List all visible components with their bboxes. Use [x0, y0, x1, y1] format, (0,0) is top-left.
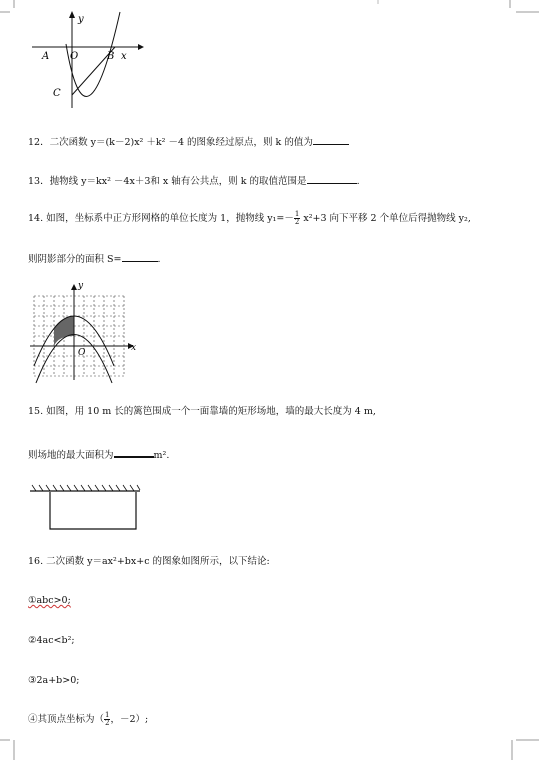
- label-b: B: [107, 51, 115, 62]
- question-13-text: 13．抛物线 y＝kx² －4x＋3和 x 轴有公共点，则 k 的取值范围是: [28, 176, 307, 187]
- conclusion-1: [28, 595, 71, 607]
- answer-blank-12[interactable]: [313, 135, 349, 145]
- question-13: 13．抛物线 y＝kx² －4x＋3和 x 轴有公共点，则 k 的取值范围是 .: [28, 176, 360, 187]
- grid-parabola-figure: [28, 280, 140, 385]
- question-15-line-1: [28, 406, 376, 418]
- label-c: C: [53, 88, 61, 99]
- conclusion-2: [28, 635, 75, 647]
- y-axis-arrow: [69, 11, 75, 18]
- grid-label-o: O: [78, 348, 86, 358]
- vertex-fraction: $\frac{1}{2}$: [105, 711, 110, 727]
- grid-lines: [34, 296, 124, 376]
- question-16-line-1: [28, 556, 270, 568]
- question-14-suffix: x²+3 向下平移 2 个单位后得抛物线 y₂,: [300, 213, 471, 224]
- question-12-text: 12．二次函数 y＝(k－2)x² ＋k² －4 的图象经过原点，则 k 的值为: [28, 137, 313, 148]
- question-15-line-2-text: 则场地的最大面积为: [28, 450, 114, 461]
- conclusion-2-text: ②4ac<b²;: [28, 635, 75, 646]
- question-14-line-1: [28, 211, 471, 226]
- label-x: x: [121, 51, 127, 62]
- grid-label-y: y: [78, 281, 84, 291]
- fraction-one-half: $\frac{1}{2}$: [294, 210, 300, 226]
- x-axis-arrow: [138, 44, 144, 50]
- conclusion-3: [28, 675, 79, 687]
- answer-blank-13[interactable]: [307, 174, 357, 184]
- grid-label-x: x: [131, 343, 137, 353]
- area-unit: m².: [153, 450, 170, 461]
- fence-rectangle: [50, 492, 136, 529]
- conclusion-4-prefix: ④其顶点坐标为（: [28, 714, 105, 725]
- wall-hatch: [30, 485, 140, 491]
- question-12: [28, 135, 349, 149]
- parabola-figure-top: [28, 8, 148, 113]
- grid-y-axis-arrow: [71, 284, 77, 290]
- question-14-prefix: 14. 如图，坐标系中正方形网格的单位长度为 1，抛物线 y₁=－: [28, 213, 294, 224]
- question-15-line-2: [28, 447, 169, 462]
- answer-blank-15[interactable]: [114, 447, 154, 458]
- label-y: y: [78, 14, 84, 25]
- question-16-line-1-text: 16. 二次函数 y＝ax²+bx+c 的图象如图所示，以下结论:: [28, 556, 270, 567]
- conclusion-4-suffix: ，－2）;: [110, 714, 149, 725]
- label-o: O: [70, 51, 79, 62]
- label-a: A: [42, 51, 50, 62]
- question-15-line-1-text: 15. 如图，用 10 m 长的篱笆围成一个一面靠墙的矩形场地，墙的最大长度为 4 m,: [28, 406, 376, 417]
- conclusion-4: [28, 712, 148, 727]
- wall-fence-figure: [28, 482, 144, 534]
- conclusion-1-text: ①abc>0;: [28, 595, 71, 606]
- answer-blank-14[interactable]: [122, 252, 158, 262]
- conclusion-3-text: ③2a+b>0;: [28, 675, 80, 686]
- question-14-line-2-text: 则阴影部分的面积 S=: [28, 254, 122, 265]
- question-14-line-2: 则阴影部分的面积 S= .: [28, 254, 161, 265]
